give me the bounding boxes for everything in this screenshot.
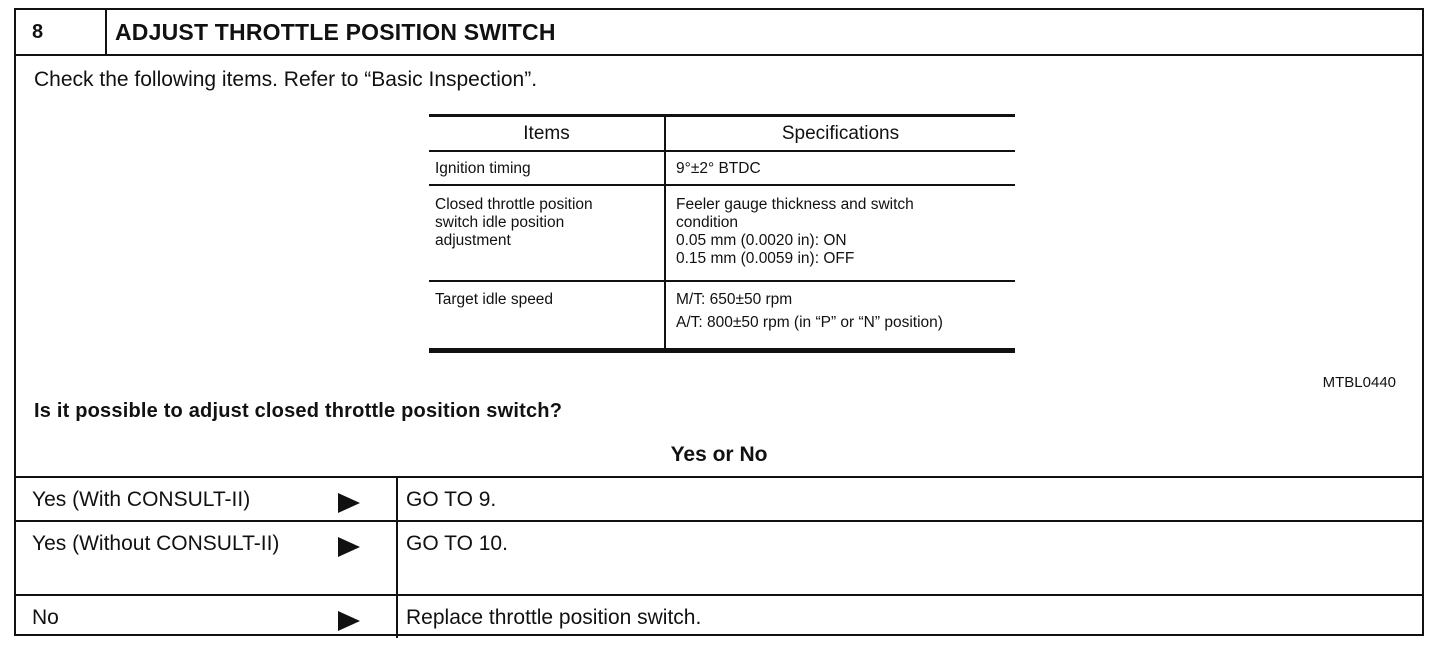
step-header	[16, 10, 1422, 56]
spec-value-line: Feeler gauge thickness and switch condition	[676, 196, 914, 231]
step-number: 8	[16, 10, 107, 54]
table-bottom-rule	[429, 350, 1015, 353]
result-condition	[16, 478, 398, 520]
result-row	[16, 596, 1422, 638]
spec-value-line: 0.15 mm (0.0059 in): OFF	[676, 250, 855, 267]
spec-value	[666, 186, 1015, 280]
arrow-right-icon	[338, 493, 360, 513]
condition-text: Yes (Without CONSULT-II)	[32, 532, 280, 555]
result-action: GO TO 10.	[406, 532, 508, 555]
yes-or-no-label: Yes or No	[670, 443, 768, 466]
result-table	[16, 476, 1422, 638]
spec-value-line: M/T: 650±50 rpm	[676, 291, 793, 308]
condition-text: Yes (With CONSULT-II)	[32, 488, 251, 511]
result-condition	[16, 596, 398, 638]
result-action: GO TO 9.	[406, 488, 497, 511]
intro-text: Check the following items. Refer to “Basic Inspection”.	[34, 68, 538, 91]
specifications-header: Specifications	[781, 123, 900, 144]
items-header: Items	[429, 117, 666, 150]
question-text: Is it possible to adjust closed throttle position switch?	[34, 400, 563, 422]
procedure-box	[14, 8, 1424, 636]
spec-value-line: 9°±2° BTDC	[676, 160, 761, 177]
spec-header-row	[429, 117, 1015, 152]
spec-value-line: A/T: 800±50 rpm (in “P” or “N” position)	[676, 314, 943, 331]
result-row	[16, 522, 1422, 596]
spec-table	[429, 114, 1015, 353]
spec-value-line: 0.05 mm (0.0020 in): ON	[676, 232, 847, 249]
figure-code: MTBL0440	[1322, 374, 1396, 391]
result-row	[16, 478, 1422, 522]
arrow-right-icon	[338, 537, 360, 557]
result-action: Replace throttle position switch.	[406, 606, 702, 629]
result-condition	[16, 522, 398, 594]
spec-row-switch-adjustment	[429, 186, 1015, 282]
step-title: ADJUST THROTTLE POSITION SWITCH	[115, 18, 556, 45]
spec-row-ignition-timing	[429, 152, 1015, 186]
spec-item: Target idle speed	[429, 282, 666, 348]
spec-item-text: Closed throttle position switch idle position adjustment	[435, 196, 593, 249]
spec-item	[429, 186, 666, 280]
spec-item: Ignition timing	[429, 152, 666, 184]
spec-value	[666, 282, 1015, 348]
spec-value	[666, 152, 1015, 184]
condition-text: No	[32, 606, 59, 629]
arrow-right-icon	[338, 611, 360, 631]
spec-row-idle-speed	[429, 282, 1015, 350]
